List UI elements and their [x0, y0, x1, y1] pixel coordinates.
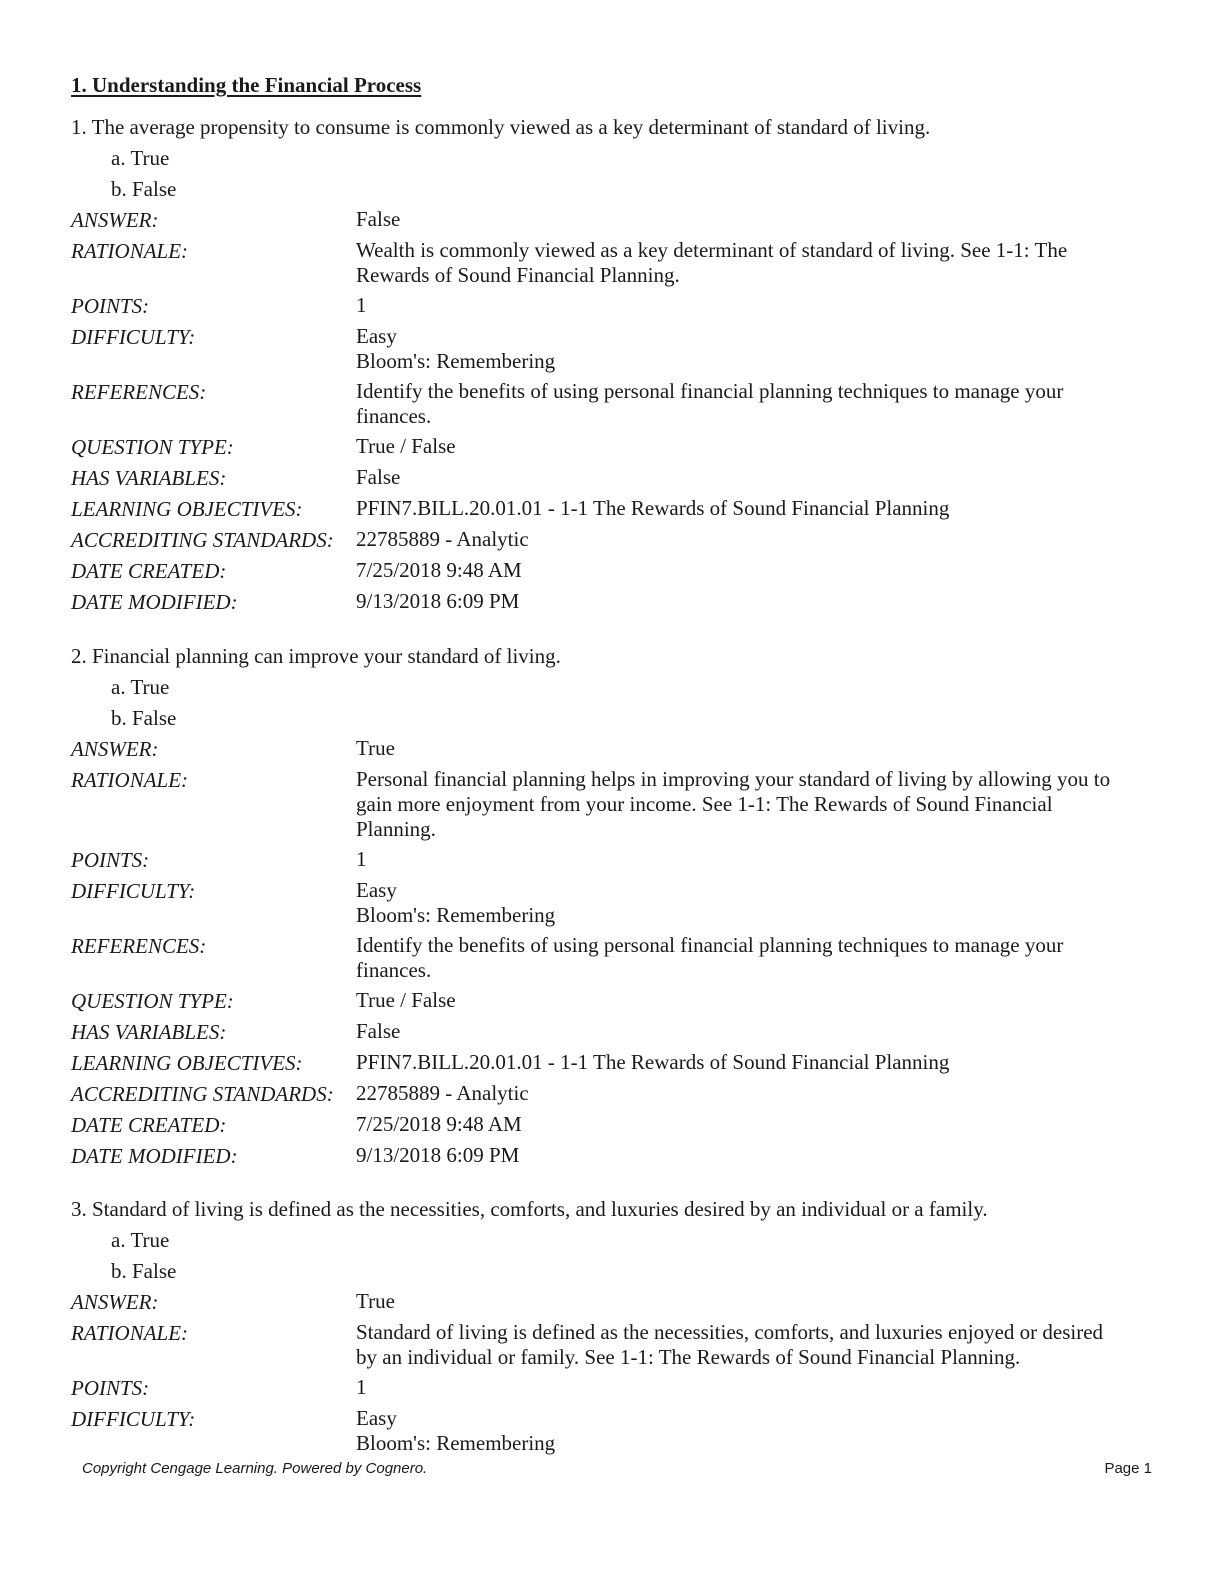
points-label: POINTS: [71, 1376, 150, 1400]
difficulty-label: DIFFICULTY: [71, 1407, 196, 1431]
learning-objectives-row [71, 496, 1161, 522]
has-variables-label: HAS VARIABLES: [71, 1020, 227, 1044]
date-created-row [71, 1112, 1161, 1138]
answer-value: True [356, 1289, 395, 1313]
has-variables-label: HAS VARIABLES: [71, 466, 227, 490]
rationale-label: RATIONALE: [71, 1321, 189, 1345]
difficulty-label: DIFFICULTY: [71, 879, 196, 903]
references-value [356, 379, 1161, 429]
points-value: 1 [356, 847, 367, 871]
rationale-value [356, 1320, 1161, 1370]
date-modified-value: 9/13/2018 6:09 PM [356, 589, 520, 613]
references-line: Identify the benefits of using personal financial planning techniques to manage your [356, 379, 1064, 403]
references-row [71, 379, 1161, 429]
question-type-label: QUESTION TYPE: [71, 435, 234, 459]
date-modified-label: DATE MODIFIED: [71, 1144, 238, 1168]
rationale-row [71, 1320, 1161, 1370]
difficulty-value [356, 1406, 1161, 1456]
points-label: POINTS: [71, 848, 150, 872]
date-modified-label: DATE MODIFIED: [71, 590, 238, 614]
accrediting-standards-row [71, 1081, 1161, 1107]
date-created-value: 7/25/2018 9:48 AM [356, 558, 522, 582]
points-value: 1 [356, 293, 367, 317]
points-row [71, 293, 1161, 319]
difficulty-line: Bloom's: Remembering [356, 1431, 556, 1455]
points-row [71, 1375, 1161, 1401]
difficulty-row [71, 1406, 1161, 1456]
accrediting-standards-row [71, 527, 1161, 553]
references-value [356, 933, 1161, 983]
rationale-label: RATIONALE: [71, 768, 189, 792]
accrediting-standards-value: 22785889 - Analytic [356, 1081, 529, 1105]
difficulty-value [356, 324, 1161, 374]
question-type-value: True / False [356, 988, 456, 1012]
has-variables-value: False [356, 1019, 401, 1043]
question-3 [71, 1196, 1161, 1456]
answer-label: ANSWER: [71, 737, 159, 761]
difficulty-row [71, 878, 1161, 928]
footer-copyright: Copyright Cengage Learning. Powered by Cognero. [82, 1460, 428, 1477]
answer-row [71, 736, 1161, 762]
date-created-label: DATE CREATED: [71, 559, 227, 583]
has-variables-row [71, 465, 1161, 491]
rationale-label: RATIONALE: [71, 239, 189, 263]
answer-row [71, 207, 1161, 233]
accrediting-standards-label: ACCREDITING STANDARDS: [71, 528, 334, 552]
choice-b: b. False [111, 706, 177, 730]
answer-label: ANSWER: [71, 1290, 159, 1314]
answer-label: ANSWER: [71, 208, 159, 232]
question-1 [71, 114, 1161, 615]
difficulty-line: Bloom's: Remembering [356, 349, 556, 373]
references-line: Identify the benefits of using personal financial planning techniques to manage your [356, 933, 1064, 957]
answer-row [71, 1289, 1161, 1315]
section-title: 1. Understanding the Financial Process [71, 73, 422, 97]
points-row [71, 847, 1161, 873]
date-modified-row [71, 589, 1161, 615]
date-created-label: DATE CREATED: [71, 1113, 227, 1137]
rationale-line: Planning. [356, 817, 436, 841]
choice-b: b. False [111, 177, 177, 201]
references-row [71, 933, 1161, 983]
date-modified-row [71, 1143, 1161, 1169]
question-type-row [71, 434, 1161, 460]
rationale-row [71, 767, 1161, 842]
footer-page-number: Page 1 [1104, 1460, 1152, 1477]
question-text: 1. The average propensity to consume is commonly viewed as a key determinant of standard of living. [71, 115, 931, 139]
rationale-line: gain more enjoyment from your income. See 1-1: The Rewards of Sound Financial [356, 792, 1053, 816]
choice-a: a. True [111, 146, 170, 170]
points-value: 1 [356, 1375, 367, 1399]
has-variables-row [71, 1019, 1161, 1045]
difficulty-label: DIFFICULTY: [71, 325, 196, 349]
choice-a: a. True [111, 675, 170, 699]
references-line: finances. [356, 404, 432, 428]
has-variables-value: False [356, 465, 401, 489]
question-type-label: QUESTION TYPE: [71, 989, 234, 1013]
references-label: REFERENCES: [71, 934, 207, 958]
rationale-line: Wealth is commonly viewed as a key determinant of standard of living. See 1-1: The [356, 238, 1068, 262]
rationale-line: by an individual or family. See 1-1: The Rewards of Sound Financial Planning. [356, 1345, 1021, 1369]
rationale-value [356, 238, 1161, 288]
learning-objectives-value: PFIN7.BILL.20.01.01 - 1-1 The Rewards of Sound Financial Planning [356, 1050, 950, 1074]
rationale-value [356, 767, 1161, 842]
learning-objectives-label: LEARNING OBJECTIVES: [71, 497, 303, 521]
question-type-value: True / False [356, 434, 456, 458]
points-label: POINTS: [71, 294, 150, 318]
references-label: REFERENCES: [71, 380, 207, 404]
question-text: 3. Standard of living is defined as the necessities, comforts, and luxuries desired by an individual or a family. [71, 1197, 988, 1221]
references-line: finances. [356, 958, 432, 982]
learning-objectives-row [71, 1050, 1161, 1076]
choice-a: a. True [111, 1228, 170, 1252]
question-type-row [71, 988, 1161, 1014]
date-modified-value: 9/13/2018 6:09 PM [356, 1143, 520, 1167]
accrediting-standards-value: 22785889 - Analytic [356, 527, 529, 551]
choice-b: b. False [111, 1259, 177, 1283]
difficulty-value [356, 878, 1161, 928]
rationale-line: Standard of living is defined as the necessities, comforts, and luxuries enjoyed or desired [356, 1320, 1104, 1344]
learning-objectives-label: LEARNING OBJECTIVES: [71, 1051, 303, 1075]
rationale-row [71, 238, 1161, 288]
date-created-row [71, 558, 1161, 584]
difficulty-row [71, 324, 1161, 374]
accrediting-standards-label: ACCREDITING STANDARDS: [71, 1082, 334, 1106]
difficulty-line: Easy [356, 324, 397, 348]
rationale-line: Personal financial planning helps in improving your standard of living by allowing you to [356, 767, 1111, 791]
question-2 [71, 643, 1161, 1169]
learning-objectives-value: PFIN7.BILL.20.01.01 - 1-1 The Rewards of Sound Financial Planning [356, 496, 950, 520]
rationale-line: Rewards of Sound Financial Planning. [356, 263, 680, 287]
answer-value: False [356, 207, 401, 231]
date-created-value: 7/25/2018 9:48 AM [356, 1112, 522, 1136]
answer-value: True [356, 736, 395, 760]
difficulty-line: Bloom's: Remembering [356, 903, 556, 927]
question-text: 2. Financial planning can improve your standard of living. [71, 644, 561, 668]
difficulty-line: Easy [356, 1406, 397, 1430]
difficulty-line: Easy [356, 878, 397, 902]
